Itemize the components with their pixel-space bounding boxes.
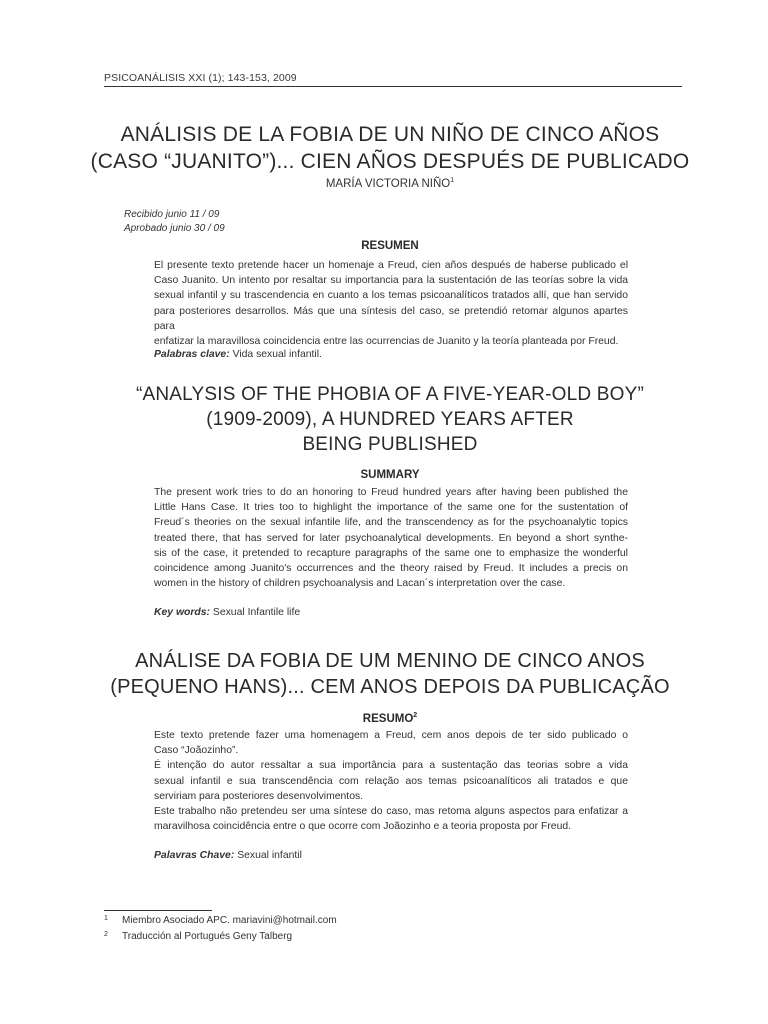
footnote-1 xyxy=(104,915,337,926)
spanish-title xyxy=(80,121,700,175)
summary-line: The present work tries to do an honoring to Freud hundred years after having been published the xyxy=(154,487,628,498)
summary-line: sis of the case, it pretended to recapture paragraphs of the same one to emphasize the wonderful xyxy=(154,547,628,559)
submission-dates xyxy=(124,208,225,236)
summary-line: Freud´s theories on the sexual infantile life, and the transcendency as for the psychoanalytic topics xyxy=(154,517,628,529)
resumen-line: para posteriores desarrollos. Más que una síntesis del caso, se pretendió retomar algunos apartes para xyxy=(154,305,628,332)
summary-heading: SUMMARY xyxy=(360,469,420,481)
footnote-2 xyxy=(104,931,292,942)
resumo-heading-text: RESUMO xyxy=(362,712,414,725)
received-date: Recibido junio 11 / 09 xyxy=(124,209,220,220)
footnote-text: Miembro Asociado APC. mariavini@hotmail.com xyxy=(122,915,337,926)
footnote-number: 1 xyxy=(104,915,108,922)
resumo-line: maravilhosa coincidência entre o que ocorre com Joãozinho e a teoria proposta por Freud. xyxy=(154,821,572,833)
key-words xyxy=(154,607,300,618)
keywords-label: Key words: xyxy=(154,607,211,618)
resumo-line: É intenção do autor ressaltar a sua importância para a sustentação das teorias sobre a vida xyxy=(154,760,628,772)
resumen-line: sexual infantil y su trascendencia en cuanto a los temas psicoanalíticos tratados allí, que han servido xyxy=(154,290,628,302)
resumen-paragraph xyxy=(154,258,628,349)
keywords-value: Sexual Infantile life xyxy=(212,607,301,618)
portuguese-title-line: ANÁLISE DA FOBIA DE UM MENINO DE CINCO ANOS xyxy=(135,650,645,672)
resumen-heading: RESUMEN xyxy=(361,240,419,252)
palavras-chave xyxy=(154,850,302,861)
spanish-title-line: (CASO “JUANITO”)... CIEN AÑOS DESPUÉS DE PUBLICADO xyxy=(90,150,690,173)
portuguese-title xyxy=(80,648,700,700)
header-rule xyxy=(104,86,682,87)
footnote-rule xyxy=(104,910,212,911)
english-title-line: “ANALYSIS OF THE PHOBIA OF A FIVE-YEAR-OLD BOY” xyxy=(135,384,645,405)
resumo-paragraph xyxy=(154,728,628,834)
keywords-value: Vida sexual infantil. xyxy=(232,349,322,360)
resumo-line: Caso “Joãozinho”. xyxy=(154,745,239,757)
author-text: MARÍA VICTORIA NIÑO xyxy=(325,177,451,190)
resumo-line: serviriam para posteriores desenvolvimentos. xyxy=(154,790,364,802)
author-name xyxy=(80,177,700,190)
english-title xyxy=(80,382,700,457)
summary-line: coincidence among Juanito's occurrences and the theory raised by Freud. It includes a precis on xyxy=(154,563,628,575)
resumo-line: sexual infantil e sua transcendência com relação aos temas psicoanalíticos ali tratados e que xyxy=(154,775,628,787)
spanish-title-line: ANÁLISIS DE LA FOBIA DE UN NIÑO DE CINCO AÑOS xyxy=(120,123,660,146)
running-head: PSICOANÁLISIS XXI (1); 143-153, 2009 xyxy=(104,72,297,84)
summary-line: treated there, that has served for later psychoanalytical developments. En beyond a short synthe- xyxy=(154,532,628,544)
english-title-line: BEING PUBLISHED xyxy=(302,434,478,455)
resumen-line: enfatizar la maravillosa coincidencia entre las ocurrencias de Juanito y la teoría planteada por Freud. xyxy=(154,336,619,348)
resumo-heading xyxy=(80,712,700,725)
palabras-clave xyxy=(154,349,322,360)
resumen-line: El presente texto pretende hacer un homenaje a Freud, cien años después de haberse publicado el xyxy=(154,260,628,271)
approved-date: Aprobado junio 30 / 09 xyxy=(124,223,225,234)
footnote-text: Traducción al Portugués Geny Talberg xyxy=(122,931,293,942)
summary-line: Little Hans Case. It tries too to highlight the importance of the same one for the sustentation of xyxy=(154,502,628,514)
keywords-value: Sexual infantil xyxy=(237,850,302,861)
resumo-line: Este texto pretende fazer uma homenagem a Freud, cem anos depois de ter sido publicado o xyxy=(154,730,628,741)
resumo-line: Este trabalho não pretendeu ser uma síntese do caso, mas retoma alguns aspectos para enfatizar a xyxy=(154,806,628,818)
resumen-line: Caso Juanito. Un intento por resaltar su importancia para la sustentación de las teorías sobre la vida xyxy=(154,275,628,287)
author-footnote-marker: 1 xyxy=(450,177,455,184)
keywords-label: Palavras Chave: xyxy=(154,850,235,861)
summary-line: women in the history of children psychoanalysis and Lacan´s interpretation over the case. xyxy=(154,578,566,590)
english-title-line: (1909-2009), A HUNDRED YEARS AFTER xyxy=(206,409,574,430)
summary-paragraph xyxy=(154,485,628,591)
footnote-number: 2 xyxy=(104,931,108,938)
portuguese-title-line: (PEQUENO HANS)... CEM ANOS DEPOIS DA PUBLICAÇÃO xyxy=(110,676,670,698)
resumo-footnote-marker: 2 xyxy=(413,712,418,719)
keywords-label: Palabras clave: xyxy=(154,349,230,360)
